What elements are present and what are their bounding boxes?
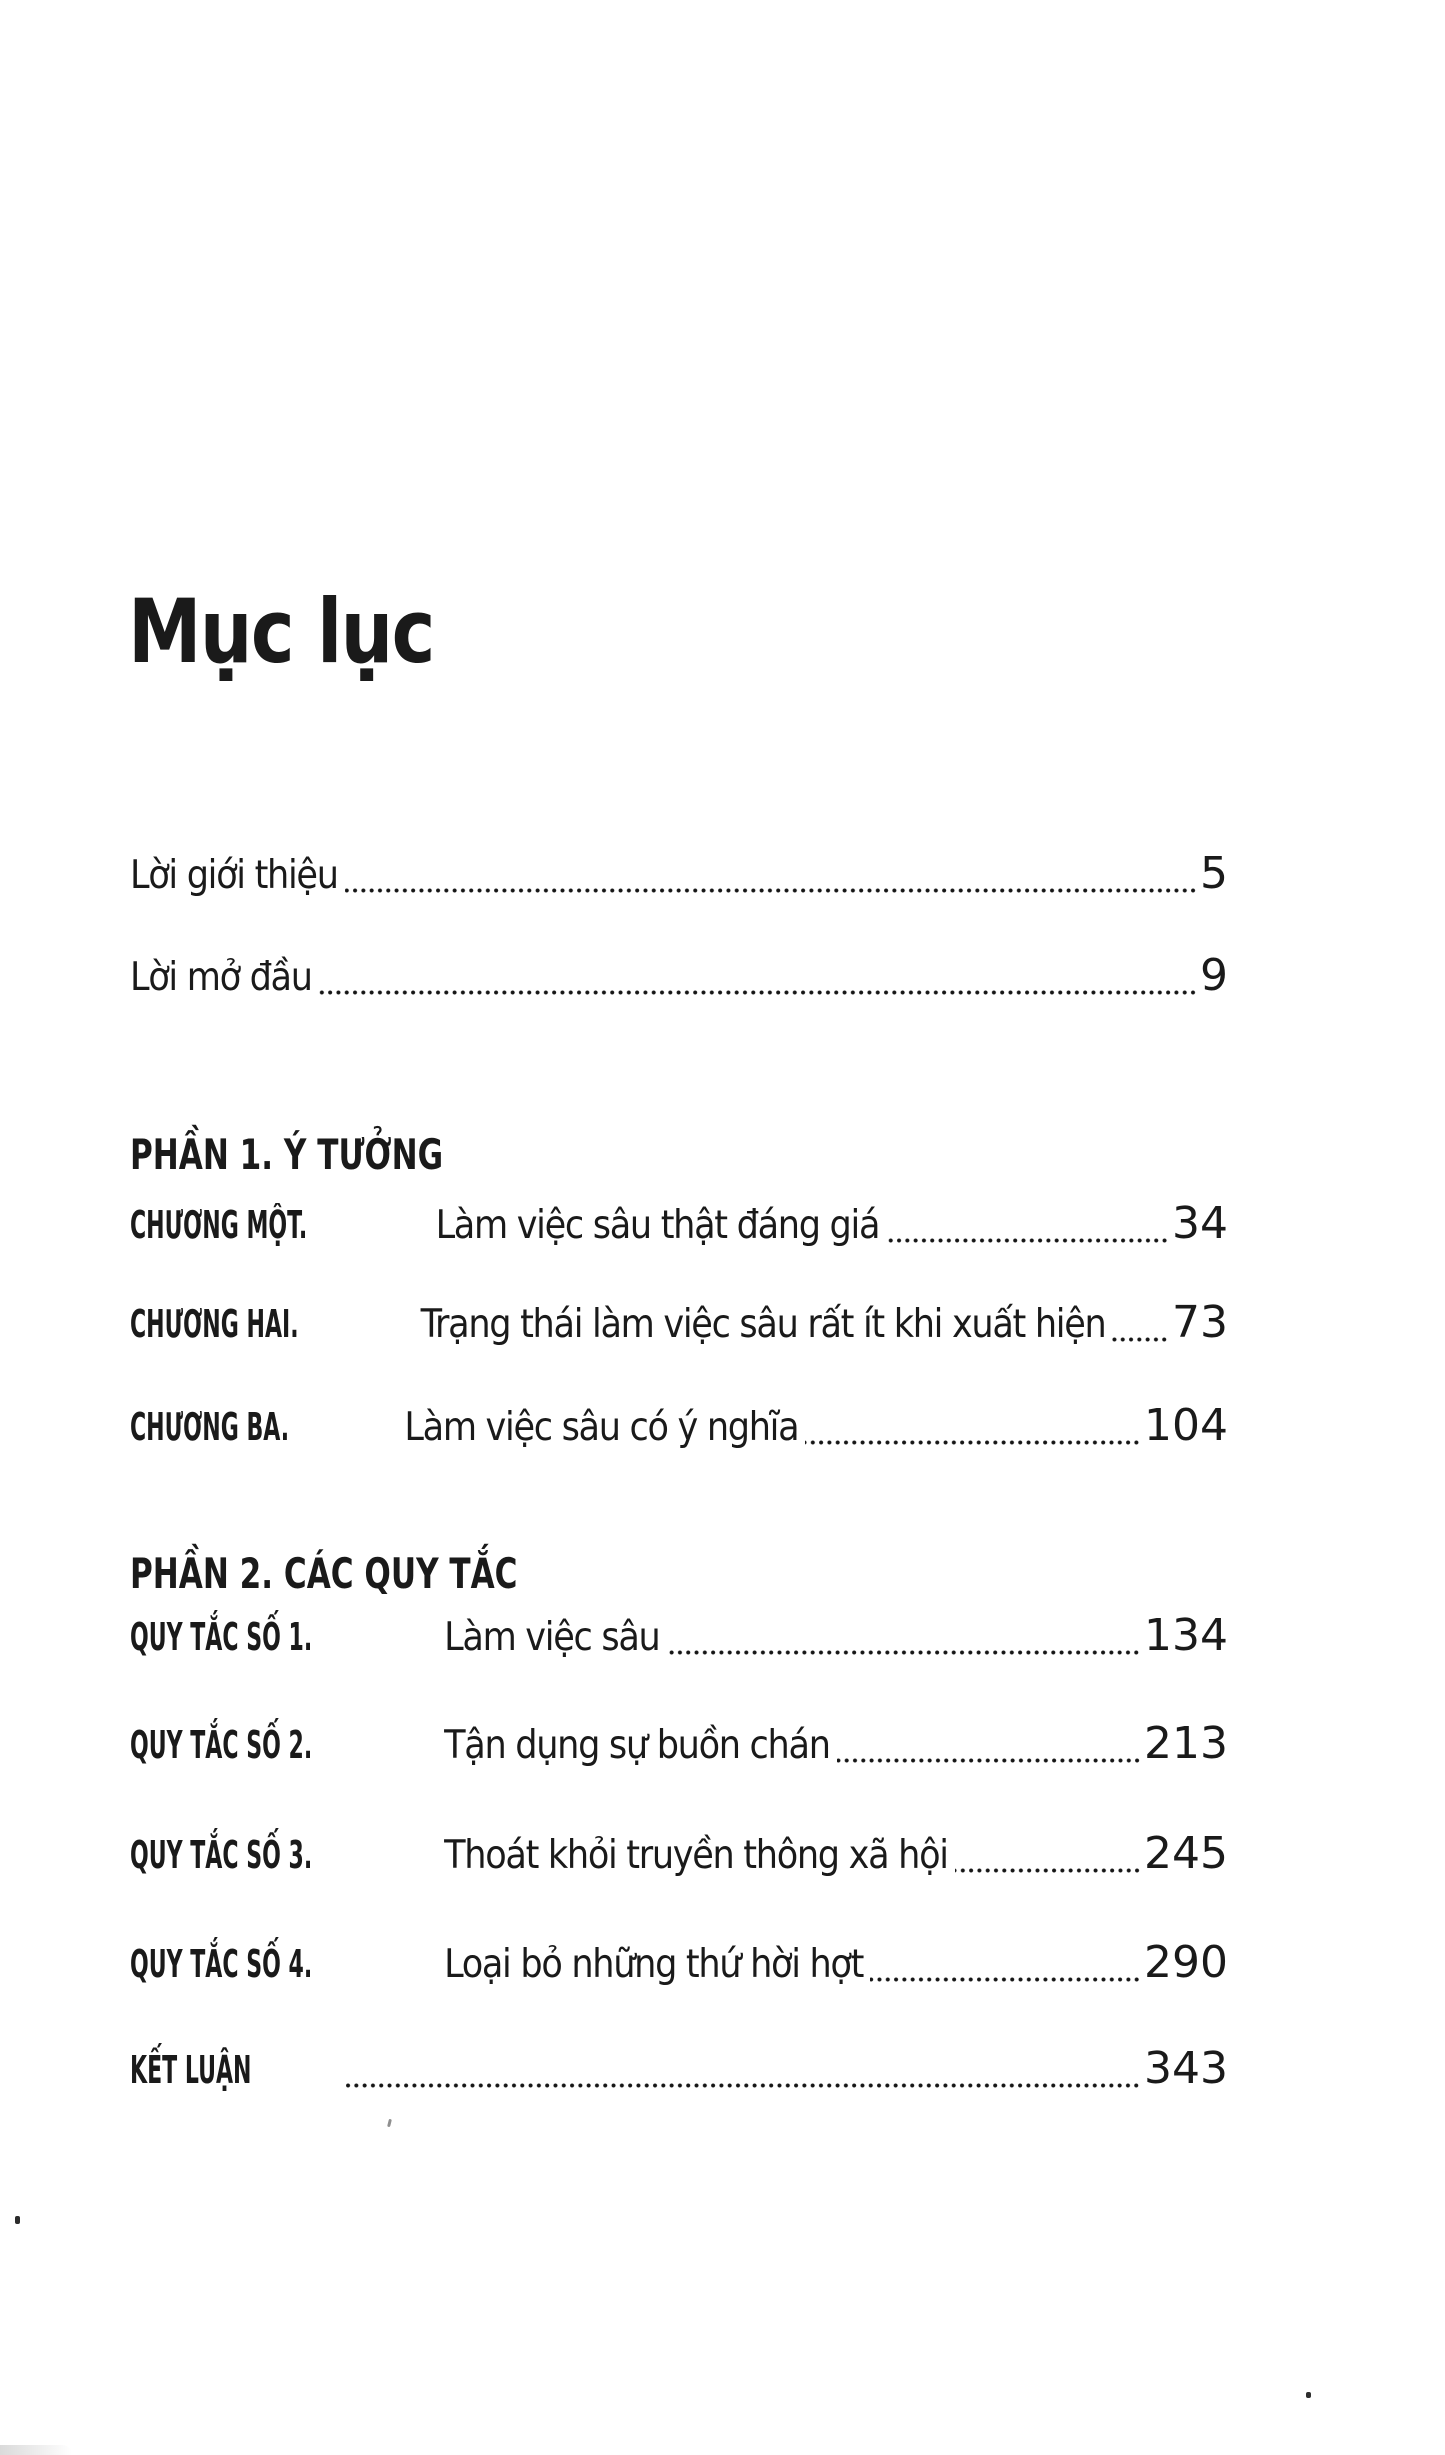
entry-title: Làm việc sâu có ý nghĩa bbox=[404, 1405, 799, 1450]
toc-entry-loi-gioi-thieu bbox=[130, 848, 1228, 902]
dot-leader bbox=[346, 2081, 1141, 2090]
toc-entry-chuong-hai bbox=[130, 1297, 1228, 1351]
section-heading-text: PHẦN 1. Ý TƯỞNG bbox=[130, 1129, 444, 1179]
page-corner-smudge bbox=[0, 2445, 72, 2455]
rule-label bbox=[130, 1938, 444, 1991]
entry-title: Lời mở đầu bbox=[130, 955, 312, 1000]
entry-title: Thoát khỏi truyền thông xã hội bbox=[444, 1833, 948, 1878]
rule-label-text: QUY TẮC SỐ 3. bbox=[130, 1833, 313, 1877]
dot-leader bbox=[955, 1866, 1141, 1875]
ink-speck bbox=[15, 2216, 20, 2224]
toc-entry-loi-mo-dau bbox=[130, 950, 1228, 1004]
chapter-label-text: CHƯƠNG BA. bbox=[130, 1405, 290, 1449]
dot-leader bbox=[870, 1975, 1141, 1984]
entry-page-number: 134 bbox=[1144, 1610, 1228, 1661]
dot-leader bbox=[886, 1236, 1169, 1245]
dot-leader bbox=[319, 988, 1197, 997]
entry-page-number: 245 bbox=[1144, 1828, 1228, 1879]
dot-leader bbox=[805, 1438, 1141, 1447]
dot-leader bbox=[345, 886, 1197, 895]
chapter-label bbox=[130, 1401, 404, 1454]
toc-entry-ket-luan bbox=[130, 2043, 1228, 2097]
rule-label bbox=[130, 1611, 444, 1664]
entry-title: Trạng thái làm việc sâu rất ít khi xuất hiện bbox=[420, 1302, 1106, 1347]
entry-page-number: 34 bbox=[1172, 1198, 1228, 1249]
entry-page-number: 104 bbox=[1144, 1400, 1228, 1451]
chapter-label-text: CHƯƠNG MỘT. bbox=[130, 1203, 308, 1247]
entry-title: Lời giới thiệu bbox=[130, 853, 338, 898]
rule-label-text: QUY TẮC SỐ 2. bbox=[130, 1723, 313, 1767]
toc-entry-quy-tac-2 bbox=[130, 1718, 1228, 1772]
entry-page-number: 73 bbox=[1172, 1297, 1228, 1348]
entry-page-number: 343 bbox=[1144, 2043, 1228, 2094]
ink-speck bbox=[387, 2119, 392, 2127]
rule-label-text: QUY TẮC SỐ 4. bbox=[130, 1942, 313, 1986]
toc-entry-quy-tac-1 bbox=[130, 1610, 1228, 1664]
rule-label bbox=[130, 1719, 444, 1772]
entry-page-number: 9 bbox=[1200, 950, 1228, 1001]
entry-title: Loại bỏ những thứ hời hợt bbox=[444, 1942, 864, 1987]
entry-title: Làm việc sâu thật đáng giá bbox=[435, 1203, 880, 1248]
rule-label-text: QUY TẮC SỐ 1. bbox=[130, 1615, 313, 1659]
entry-page-number: 290 bbox=[1144, 1937, 1228, 1988]
page-title-text: Mục lục bbox=[128, 579, 434, 683]
toc-entry-quy-tac-4 bbox=[130, 1937, 1228, 1991]
section-heading-part1 bbox=[130, 1127, 553, 1183]
conclusion-label bbox=[130, 2044, 339, 2097]
entry-title: Làm việc sâu bbox=[444, 1615, 660, 1660]
chapter-label bbox=[130, 1199, 436, 1252]
toc-entry-chuong-mot bbox=[130, 1198, 1228, 1252]
dot-leader bbox=[837, 1756, 1141, 1765]
chapter-label bbox=[130, 1298, 421, 1351]
ink-speck bbox=[1306, 2392, 1311, 2398]
rule-label bbox=[130, 1829, 444, 1882]
toc-entry-chuong-ba bbox=[130, 1400, 1228, 1454]
section-heading-text: PHẦN 2. CÁC QUY TẮC bbox=[130, 1548, 518, 1598]
section-heading-part2 bbox=[130, 1546, 654, 1602]
toc-entry-quy-tac-3 bbox=[130, 1828, 1228, 1882]
dot-leader bbox=[666, 1648, 1141, 1657]
dot-leader bbox=[1112, 1335, 1169, 1344]
entry-page-number: 213 bbox=[1144, 1718, 1228, 1769]
page-title bbox=[128, 579, 492, 683]
entry-title: Tận dụng sự buồn chán bbox=[444, 1723, 830, 1768]
conclusion-label-text: KẾT LUẬN bbox=[130, 2048, 252, 2092]
entry-page-number: 5 bbox=[1200, 848, 1228, 899]
chapter-label-text: CHƯƠNG HAI. bbox=[130, 1302, 299, 1346]
